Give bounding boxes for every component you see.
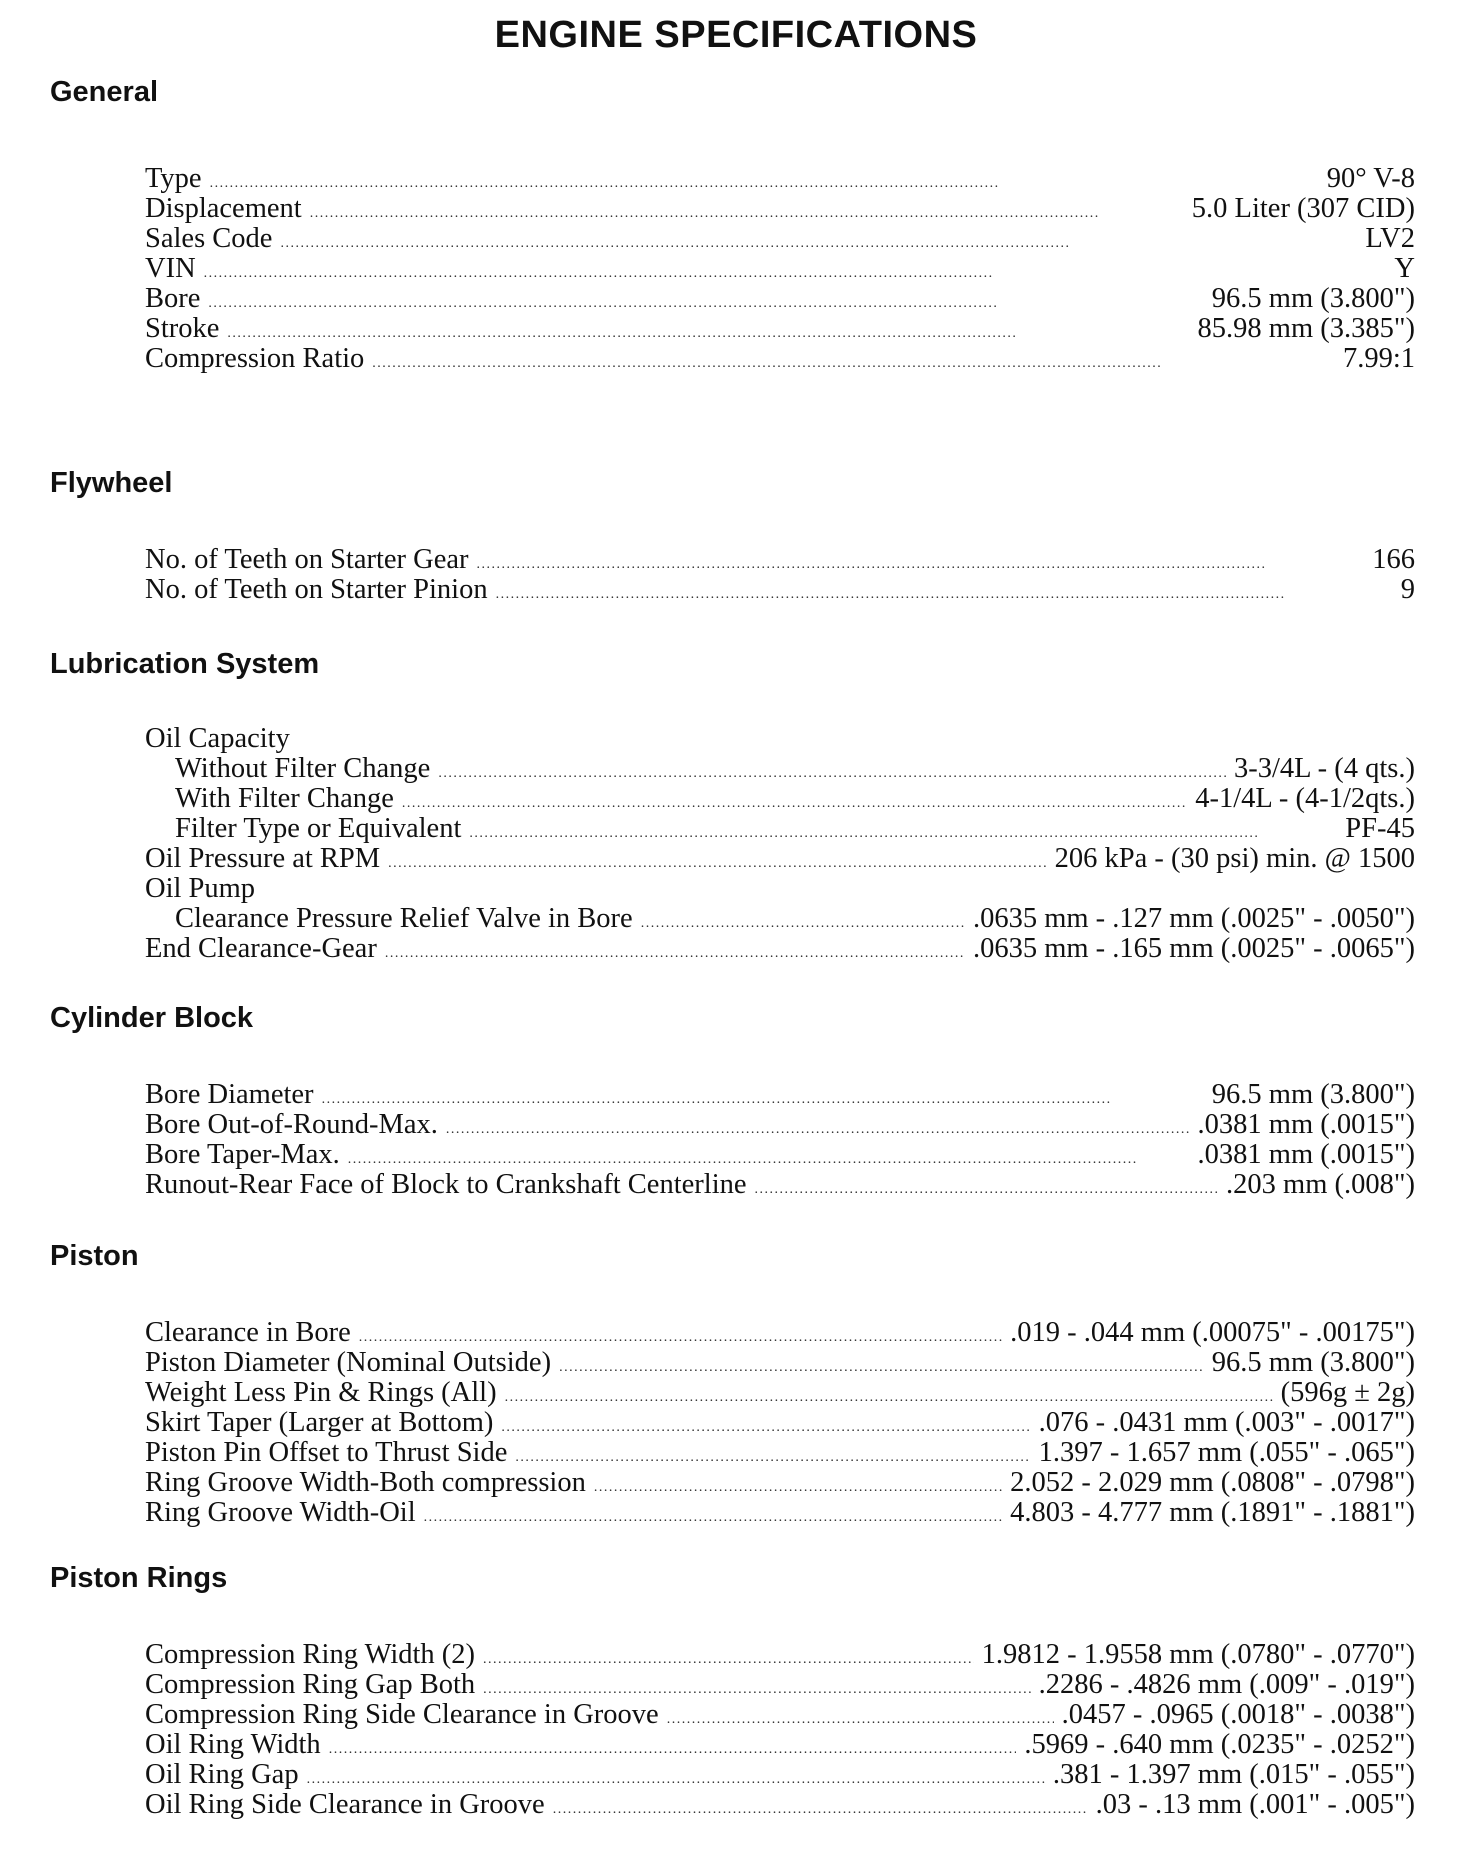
spec-row <box>145 904 1415 934</box>
spec-value: 1.397 - 1.657 mm (.055" - .065") <box>1038 1437 1415 1468</box>
spec-value: .03 - .13 mm (.001" - .005") <box>1095 1789 1415 1820</box>
spec-value: .203 mm (.008") <box>1226 1169 1415 1200</box>
spec-list <box>145 1640 1415 1820</box>
spec-label: Without Filter Change <box>175 753 431 784</box>
spec-label: Sales Code <box>145 223 273 254</box>
spec-value: 7.99:1 <box>1342 343 1415 374</box>
spec-value: 3-3/4L - (4 qts.) <box>1234 753 1415 784</box>
spec-label: Clearance Pressure Relief Valve in Bore <box>175 903 633 934</box>
spec-row <box>145 1318 1415 1348</box>
spec-value: .0635 mm - .127 mm (.0025" - .0050") <box>972 903 1415 934</box>
spec-row <box>145 575 1415 605</box>
spec-row <box>145 164 1415 194</box>
spec-row <box>145 724 1415 754</box>
spec-row <box>145 1140 1415 1170</box>
spec-label: Runout-Rear Face of Block to Crankshaft Centerline <box>145 1169 747 1200</box>
spec-row <box>145 1790 1415 1820</box>
spec-label: Bore Diameter <box>145 1079 314 1110</box>
spec-value: .0381 mm (.0015") <box>1197 1139 1415 1170</box>
spec-value: 96.5 mm (3.800") <box>1211 283 1415 314</box>
spec-value: 5.0 Liter (307 CID) <box>1191 193 1415 224</box>
spec-row <box>145 314 1415 344</box>
section-title: Piston <box>50 1240 139 1272</box>
spec-label: Ring Groove Width-Both compression <box>145 1467 586 1498</box>
spec-value: .381 - 1.397 mm (.015" - .055") <box>1052 1759 1415 1790</box>
spec-label: Ring Groove Width-Oil <box>145 1497 416 1528</box>
spec-label: Filter Type or Equivalent <box>175 813 462 844</box>
spec-row <box>145 1170 1415 1200</box>
spec-row <box>145 545 1415 575</box>
spec-row <box>145 1670 1415 1700</box>
dot-leader <box>553 1790 1088 1825</box>
spec-value: .076 - .0431 mm (.003" - .0017") <box>1038 1407 1415 1438</box>
spec-value: 4-1/4L - (4-1/2qts.) <box>1195 783 1415 814</box>
spec-list <box>145 164 1415 374</box>
section-title: General <box>50 76 158 108</box>
spec-label: Oil Pressure at RPM <box>145 843 381 874</box>
spec-label: Type <box>145 163 202 194</box>
spec-row <box>145 1730 1415 1760</box>
spec-value: 2.052 - 2.029 mm (.0808" - .0798") <box>1010 1467 1415 1498</box>
spec-label: With Filter Change <box>175 783 394 814</box>
spec-list <box>145 1080 1415 1200</box>
spec-label: Compression Ring Gap Both <box>145 1669 476 1700</box>
spec-row <box>145 844 1415 874</box>
section-title: Lubrication System <box>50 648 320 680</box>
spec-row <box>145 1348 1415 1378</box>
spec-row <box>145 1080 1415 1110</box>
spec-label: Compression Ring Side Clearance in Groove <box>145 1699 659 1730</box>
spec-list <box>145 545 1415 605</box>
spec-label: Bore Taper-Max. <box>145 1139 340 1170</box>
spec-value: .0381 mm (.0015") <box>1197 1109 1415 1140</box>
spec-row <box>145 1498 1415 1528</box>
spec-row <box>145 1408 1415 1438</box>
spec-label: Oil Pump <box>145 873 256 904</box>
section-title: Piston Rings <box>50 1562 228 1594</box>
page-title: ENGINE SPECIFICATIONS <box>494 14 978 56</box>
spec-value: PF-45 <box>1345 813 1415 844</box>
spec-label: Bore <box>145 283 201 314</box>
spec-value: 96.5 mm (3.800") <box>1211 1347 1415 1378</box>
spec-row <box>145 254 1415 284</box>
spec-row <box>145 814 1415 844</box>
spec-value: .0635 mm - .165 mm (.0025" - .0065") <box>972 933 1415 964</box>
spec-label: Displacement <box>145 193 302 224</box>
dot-leader <box>385 934 965 969</box>
spec-label: Oil Ring Width <box>145 1729 321 1760</box>
dot-leader <box>388 844 1047 879</box>
spec-row <box>145 1438 1415 1468</box>
spec-value: .0457 - .0965 (.0018" - .0038") <box>1061 1699 1415 1730</box>
spec-label: VIN <box>145 253 196 284</box>
spec-label: Compression Ratio <box>145 343 365 374</box>
spec-label: No. of Teeth on Starter Pinion <box>145 574 488 605</box>
dot-leader <box>372 344 1335 379</box>
spec-label: End Clearance-Gear <box>145 933 377 964</box>
spec-value: LV2 <box>1365 223 1415 254</box>
spec-value: Y <box>1394 253 1415 284</box>
spec-value: 96.5 mm (3.800") <box>1211 1079 1415 1110</box>
dot-leader <box>755 1170 1219 1205</box>
spec-label: Stroke <box>145 313 220 344</box>
spec-row <box>145 194 1415 224</box>
spec-row <box>145 754 1415 784</box>
spec-row <box>145 1110 1415 1140</box>
spec-list <box>145 1318 1415 1528</box>
spec-label: Compression Ring Width (2) <box>145 1639 476 1670</box>
spec-value: .019 - .044 mm (.00075" - .00175") <box>1010 1317 1415 1348</box>
spec-label: Oil Ring Gap <box>145 1759 299 1790</box>
spec-value: .5969 - .640 mm (.0235" - .0252") <box>1024 1729 1415 1760</box>
spec-label: No. of Teeth on Starter Gear <box>145 544 469 575</box>
dot-leader <box>496 575 1393 610</box>
spec-label: Weight Less Pin & Rings (All) <box>145 1377 497 1408</box>
spec-value: 166 <box>1372 544 1415 575</box>
spec-row <box>145 1640 1415 1670</box>
spec-row <box>145 784 1415 814</box>
spec-value: 85.98 mm (3.385") <box>1197 313 1415 344</box>
spec-label: Oil Ring Side Clearance in Groove <box>145 1789 545 1820</box>
spec-value: 9 <box>1400 574 1415 605</box>
spec-row <box>145 224 1415 254</box>
section-title: Cylinder Block <box>50 1002 254 1034</box>
spec-value: 90° V-8 <box>1326 163 1415 194</box>
spec-list <box>145 724 1415 964</box>
spec-label: Oil Capacity <box>145 723 290 754</box>
spec-label: Skirt Taper (Larger at Bottom) <box>145 1407 494 1438</box>
spec-row <box>145 344 1415 374</box>
spec-value: 206 kPa - (30 psi) min. @ 1500 <box>1054 843 1415 874</box>
spec-row <box>145 1760 1415 1790</box>
section-title: Flywheel <box>50 467 173 499</box>
dot-leader <box>424 1498 1003 1533</box>
spec-row <box>145 1700 1415 1730</box>
spec-value: .2286 - .4826 mm (.009" - .019") <box>1038 1669 1415 1700</box>
spec-value: 4.803 - 4.777 mm (.1891" - .1881") <box>1010 1497 1415 1528</box>
spec-row <box>145 934 1415 964</box>
spec-value: (596g ± 2g) <box>1280 1377 1415 1408</box>
spec-value: 1.9812 - 1.9558 mm (.0780" - .0770") <box>981 1639 1415 1670</box>
spec-label: Clearance in Bore <box>145 1317 351 1348</box>
spec-label: Piston Diameter (Nominal Outside) <box>145 1347 552 1378</box>
spec-label: Piston Pin Offset to Thrust Side <box>145 1437 508 1468</box>
spec-row <box>145 284 1415 314</box>
spec-label: Bore Out-of-Round-Max. <box>145 1109 438 1140</box>
spec-row <box>145 1468 1415 1498</box>
spec-row <box>145 1378 1415 1408</box>
